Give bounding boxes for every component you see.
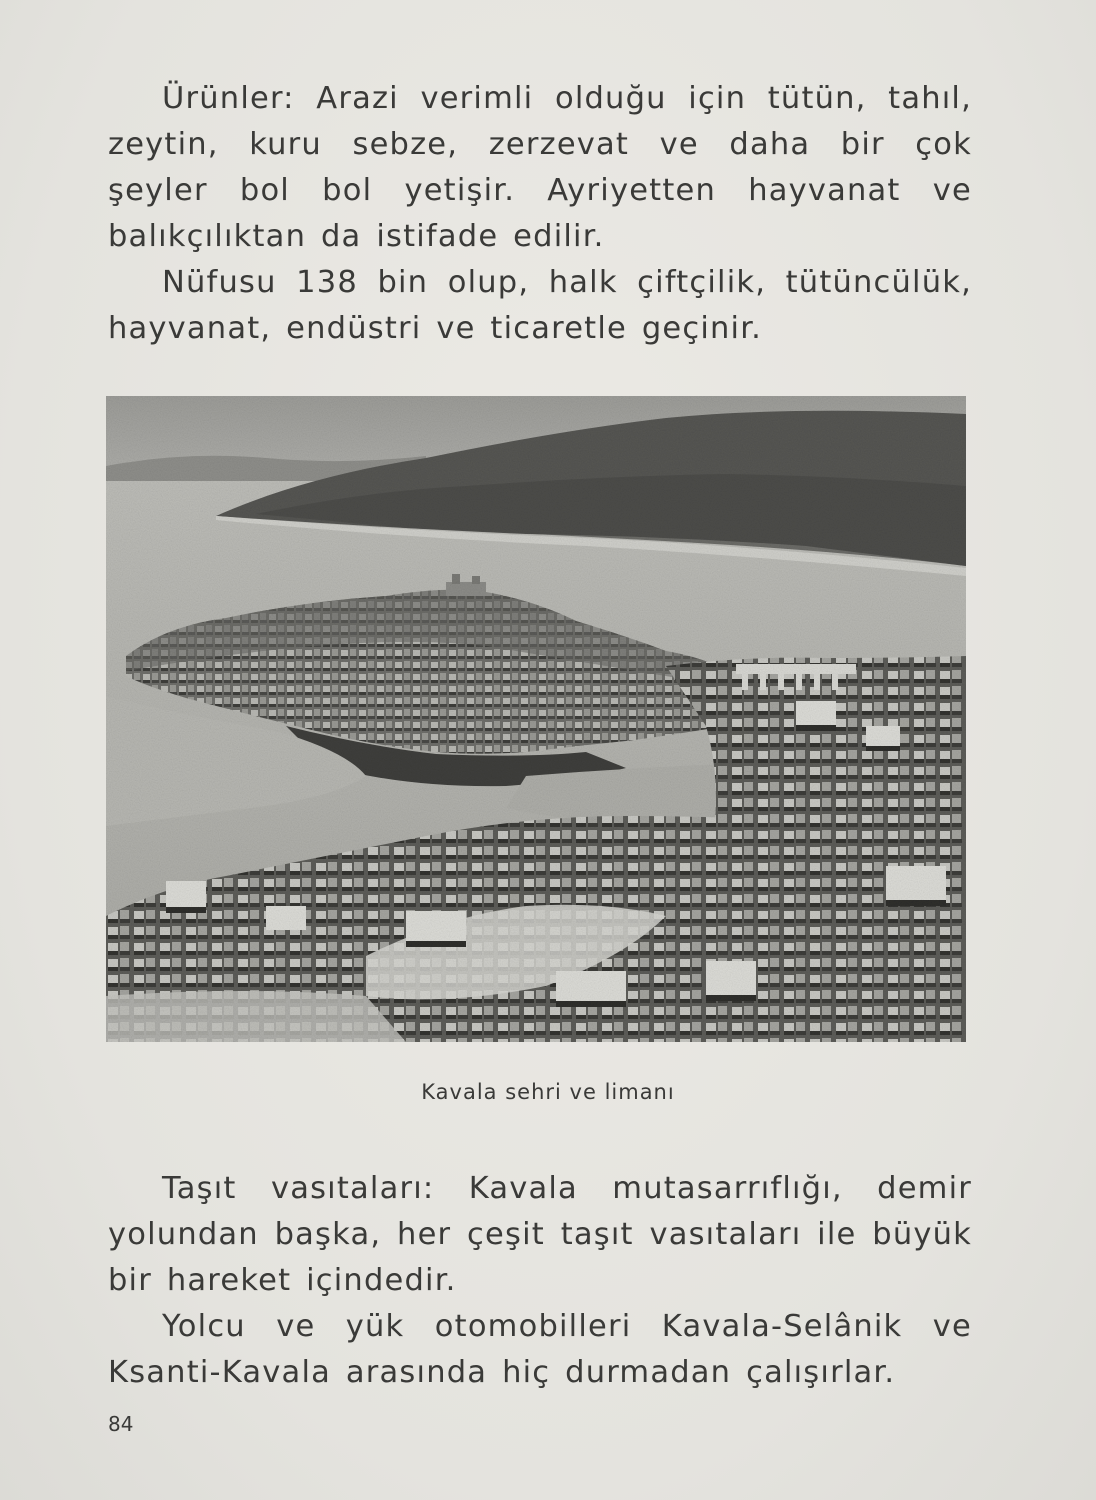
- photo-illustration: [106, 396, 966, 1042]
- paragraph-transport: Taşıt vasıtaları: Kavala mutasarrıflığı, demir yolundan başka, her çeşit taşıt vasıtaları ile büyük bir hareket içindedir.: [108, 1171, 972, 1298]
- paragraph-products: Ürünler: Arazi verimli olduğu için tütün, tahıl, zeytin, kuru sebze, zerzevat ve daha bir çok şeyler bol bol yetişir. Ayriyetten hayvanat ve balıkçılıktan da istifade edilir.: [108, 81, 972, 254]
- kavala-harbor-photo: [106, 396, 966, 1042]
- paragraph-population: Nüfusu 138 bin olup, halk çiftçilik, tütüncülük, hayvanat, endüstri ve ticaretle geçinir.: [108, 265, 972, 346]
- bottom-text-block: [108, 1166, 972, 1396]
- page-number: 84: [108, 1412, 134, 1436]
- top-text-block: [108, 76, 972, 352]
- paragraph-vehicles: Yolcu ve yük otomobilleri Kavala-Selânik ve Ksanti-Kavala arasında hiç durmadan çalışırlar.: [108, 1309, 972, 1390]
- photo-caption: Kavala sehri ve limanı: [421, 1080, 675, 1104]
